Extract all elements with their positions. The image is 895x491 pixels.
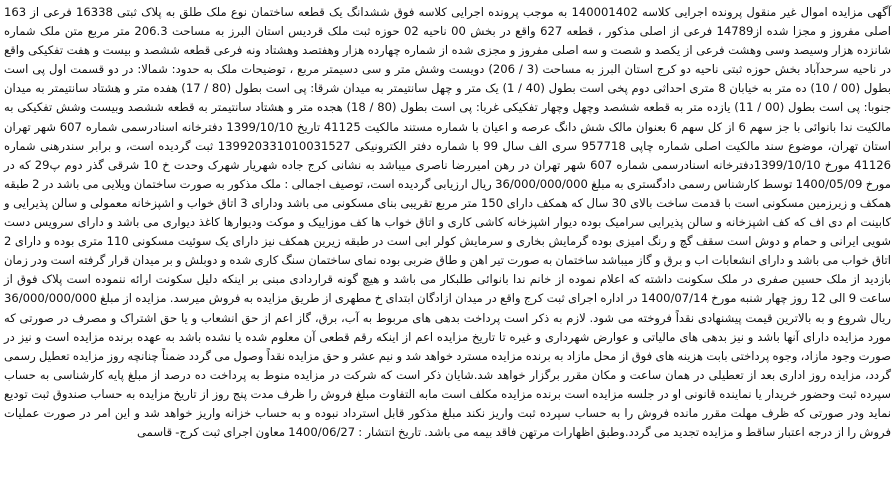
auction-notice-text: آگهی مزایده اموال غیر منقول پرونده اجرایی کلاسه 140001402 به موجب پرونده اجرایی کلاسه فوق ششدانگ یک قطعه ساختمان نوع ملک طلق به پلاک ثبتی 16338 فرعی از 163 اصلی مفروز و مجزا شده از14789 فرعی از اصلی مذکور ، قطعه 627 واقع در بخش 00 ناحیه 02 حوزه ثبت ملک قردیس استان البرز به مساحت 206.3 متر مربع متن ملک شماره شانزده هزار وسیصد وسی وهشت فرعی از یکصد و شصت و سه اصلی مفروز و مجزی شده از شماره چهارده هزار وهفتصد وهشتاد ونه فرعی قطعه ششصد و بیست و هفت تفکیکی واقع در ناحیه سرحدآباد بخش حوزه ثبتی ناحیه دو کرج استان البرز به مساحت (3 / 206) دویست وشش متر و سی دسیمتر مربع ، توضیحات ملک به حدود: شمالا: در دو قسمت اول پی است بطول (00 / 10) ده متر به خیابان 8 متری احداثی دوم پخی است بطول (40 / 1) یک متر و چهل سانتیمتر به میدان شرقا: پی است بطول (80 / 17) هفده متر و هشتاد سانتیمتر به میدان جنوبا: پی است بطول (00 / 11) یازده متر به قطعه ششصد وچهل وچهار تفکیکی غربا: پی است بطول (80 / 18) هجده متر و هشتاد سانتیمتر به قطعه ششصد وبیست وشش تفکیکی به مالکیت ندا بانوائی با جز سهم 6 از کل سهم 6 بعنوان مالک شش دانگ عرصه و اعیان با شماره مستند مالکیت 41125 تاریخ 1399/10/10 دفترخانه اسنادرسمی شماره 607 شهر تهران استان تهران، موضوع سند مالکیت اصلی شماره چاپی 957718 سری الف سال 99 با شماره دفتر الکترونیکی 139920331010031527 ثبت گردیده است، و برابر سندرهنی شماره 41126 مورخ 1399/10/10دفترخانه اسنادرسمی شماره 607 شهر تهران در رهن امیررضا ناصری میباشد به نشانی کرج جاده شهریار شهرک وحدت خ 10 شرقی گذر دوم پ29 که در مورخ 1400/05/09 توسط کارشناس رسمی دادگستری به مبلغ 36/000/000/000 ریال ارزیابی گردیده است، توصیف اجمالی : ملک مذکور به صورت ساختمان ویلایی می باشد در 2 طبقه همکف و زیرزمین مسکونی است با قدمت ساخت بالای 30 سال که همکف دارای 150 متر مربع تقریبی بنای مسکونی می باشد ودارای 3 اتاق خواب و اشپزخانه معمولی و سالن پذیرایی و کابینت ام دی اف که کف اشپزخانه و سالن پذیرایی سرامیک بوده دیوار اشپزخانه کاشی کاری و اتاق خواب ها کف موزاییک و موکت ودیوارها کاغذ دیواری می باشد و دارای سرویس دست شویی ایرانی و حمام و دوش است سقف گچ و رنگ امیزی بوده گرمایش بخاری و سرمایش کولر ابی است در طبقه زیرین همکف نیز دارای یک سوئیت مسکونی 110 متری بوده و دارای 2 اتاق خواب می باشد و دارای انشعابات اب و برق و گاز میباشد ساختمان به صورت تیر اهن و طاق ضربی بوده نمای ساختمان سنگ کاری شده و دوبلش و بر میدان قرار گرفته است ودر زمان بازدید از ملک حسین صفری در ملک سکونت داشته که اعلام نموده از خانم ندا بانوائی طلبکار می باشد و هیچ گونه قراردادی مبنی بر اینکه دلیل سکونت ارائه ننموده است پلاک فوق از ساعت 9 الی 12 روز چهار شنبه مورخ 1400/07/14 در اداره اجرای ثبت کرج واقع در میدان ازادگان ابتدای خ مطهری از طریق مزایده به فروش میرسد. مزایده از مبلغ 36/000/000/000 ریال شروع و به بالاترین قیمت پیشنهادی نقداً فروخته می شود. لازم به ذکر است پرداخت بدهی های مربوط به آب، برق، گاز اعم از حق انشعاب و یا حق اشتراک و مصرف در صورتی که مورد مزایده دارای آنها باشد و نیز بدهی های مالیاتی و عوارض شهرداری و غیره تا تاریخ مزایده اعم از اینکه رقم قطعی آن معلوم شده یا نشده باشد به عهده برنده مزایده است و نیز در صورت وجود مازاد، وجوه پرداختی بابت هزینه های فوق از محل مازاد به برنده مزایده مسترد خواهد شد و نیم عشر و حق مزایده نقداً وصول می گردد ضمناً چنانچه روز مزایده تعطیل رسمی گردد، مزایده روز اداری بعد از تعطیلی در همان ساعت و مکان مقرر برگزار خواهد شد.شایان ذکر است که شرکت در مزایده منوط به پرداخت ده درصد از مبلغ پایه کارشناسی به حساب سپرده ثبت وحضور خریدار یا نماینده قانونی او در جلسه مزایده است برنده مزایده مکلف است مابه التفاوت مبلغ فروش را ظرف مدت پنج روز از تاریخ مزایده به حساب صندوق ثبت تودیع نماید ودر صورتی که ظرف مهلت مقرر مانده فروش را به حساب سپرده ثبت واریز نکند مبلغ مذکور قابل استرداد نبوده و به حساب خزانه واریز خواهد شد و این امر در صورت عملیات فروش را از درجه اعتبار ساقط و مزایده تجدید می گردد.وطبق اظهارات مرتهن فاقد بیمه می باشد. تاریخ انتشار : 1400/06/27 معاون اجرای ثبت کرج- قاسمی	[4, 5, 892, 440]
